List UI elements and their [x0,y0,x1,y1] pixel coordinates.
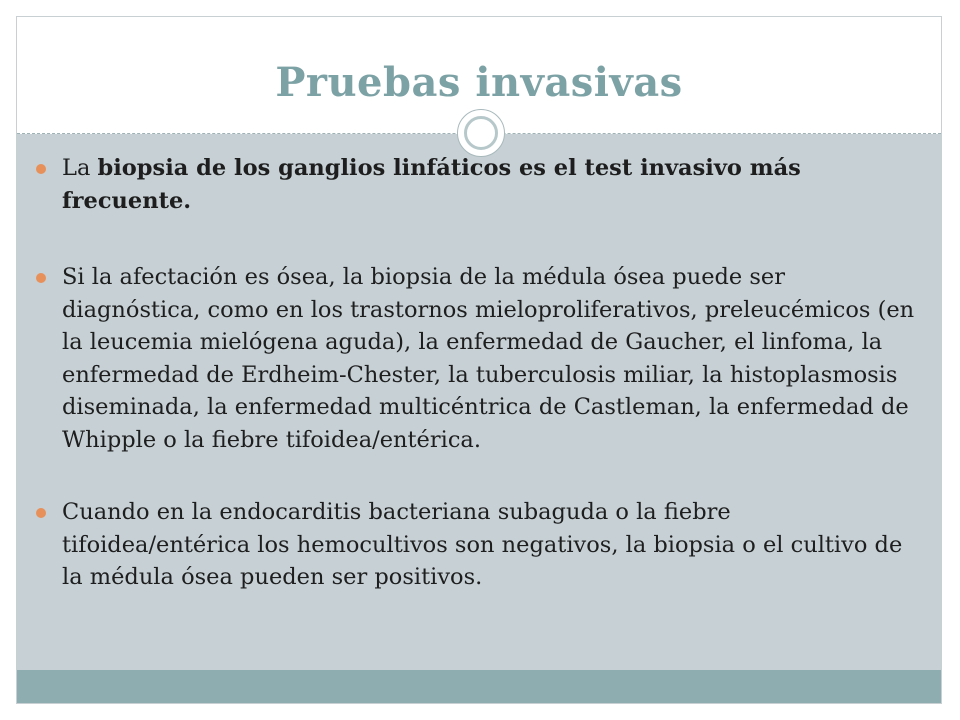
bullet-item-1 [36,152,916,217]
bullet-2-text: Si la afectación es ósea, la biopsia de la médula ósea puede ser diagnóstica, como en los trastornos mieloproliferativos, preleucémicos (en la leucemia mielógena aguda), la enfermedad de Gaucher, el linfoma, la enfermedad de Erdheim-Chester, la tuberculosis miliar, la histoplasmosis diseminada, la enfermedad multicéntrica de Castleman, la enfermedad de Whipple o la fiebre tifoidea/entérica. [62,264,915,453]
bullet-item-3 [36,496,916,594]
bullet-1-strong: biopsia de los ganglios linfáticos es el test invasivo más frecuente. [62,155,801,214]
bullet-1-lead: La [62,155,98,181]
bullet-list [36,152,916,594]
bullet-item-2 [36,261,916,456]
bullet-dot-icon [36,508,46,518]
slide-title: Pruebas invasivas [275,59,683,106]
bullet-dot-icon [36,164,46,174]
circle-ornament-icon [457,109,505,157]
footer-band [17,670,941,703]
bullet-3-text: Cuando en la endocarditis bacteriana subaguda o la fiebre tifoidea/entérica los hemocultivos son negativos, la biopsia o el cultivo de la médula ósea pueden ser positivos. [62,499,903,590]
circle-ornament-inner [464,116,498,150]
bullet-dot-icon [36,273,46,283]
